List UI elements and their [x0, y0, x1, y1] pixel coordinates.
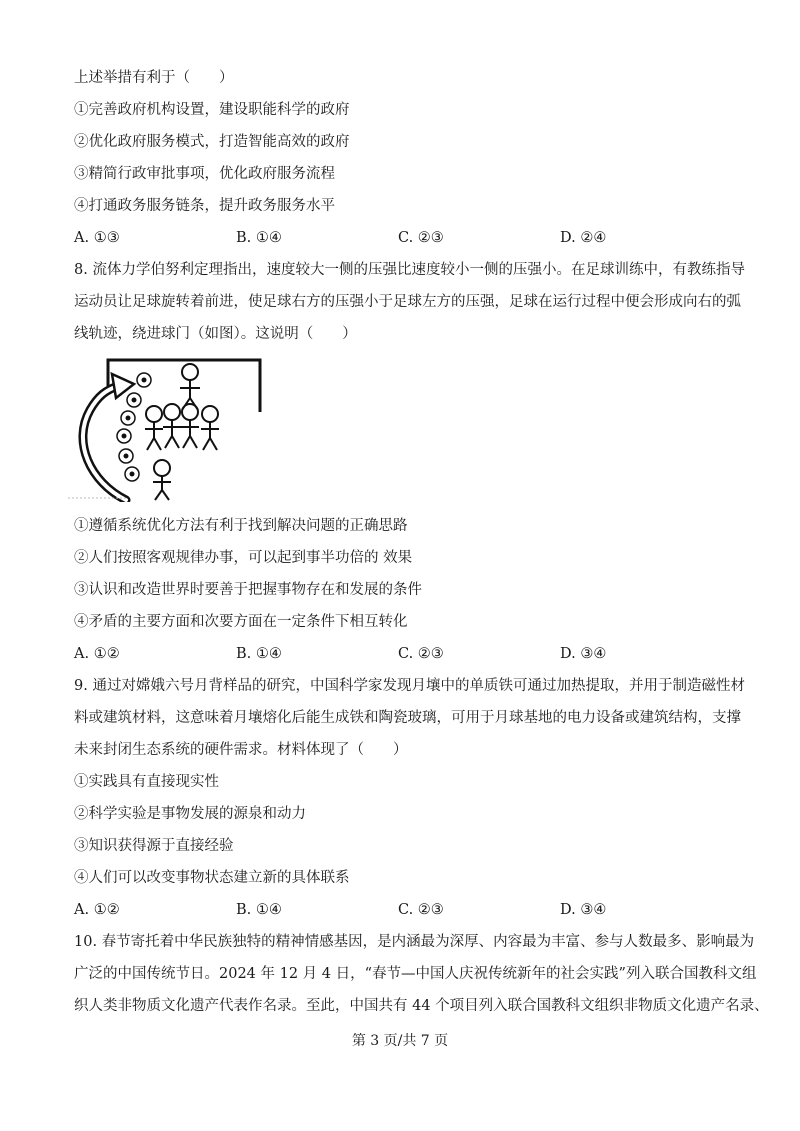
q9-option-c: C. ②③ [398, 902, 444, 918]
q9-option-a: A. ①② [74, 902, 120, 918]
q10-line-3: 织人类非物质文化遗产代表作名录。至此，中国共有 44 个项目列入联合国教科文组织非物质文化遗产名录、 [74, 998, 769, 1014]
q9-option-b: B. ①④ [236, 902, 282, 918]
q9-line-3: 未来封闭生态系统的硬件需求。材料体现了（ ） [74, 742, 408, 758]
q8-options [74, 644, 674, 664]
q9-line-2: 料或建筑材料，这意味着月壤熔化后能生成铁和陶瓷玻璃，可用于月球基地的电力设备或建筑结构，支撑 [74, 710, 741, 726]
q8-line-1: 8. 流体力学伯努利定理指出，速度较大一侧的压强比速度较小一侧的压强小。在足球训练中，有教练指导 [74, 262, 745, 278]
q10-line-2: 广泛的中国传统节日。2024 年 12 月 4 日，“春节—中国人庆祝传统新年的社会实践”列入联合国教科文组 [74, 966, 757, 982]
page-footer: 第 3 页/共 7 页 [351, 1033, 449, 1049]
q7-option-b: B. ①④ [236, 230, 282, 246]
q8-item-2: ②人们按照客观规律办事，可以起到事半功倍的 效果 [74, 550, 413, 566]
q8-item-4: ④矛盾的主要方面和次要方面在一定条件下相互转化 [74, 614, 408, 630]
q7-item-1: ①完善政府机构设置，建设职能科学的政府 [74, 102, 350, 118]
q8-line-2: 运动员让足球旋转着前进，使足球右方的压强小于足球左方的压强，足球在运行过程中便会形成向右的弧 [74, 294, 741, 310]
q10-line-1: 10. 春节寄托着中华民族独特的精神情感基因，是内涵最为深厚、内容最为丰富、参与人数最多、影响最为 [74, 934, 755, 950]
wall-figure-1 [145, 406, 163, 450]
q7-item-2: ②优化政府服务模式，打造智能高效的政府 [74, 134, 350, 150]
q9-options [74, 900, 674, 920]
q8-option-a: A. ①② [74, 646, 120, 662]
q8-item-1: ①遵循系统优化方法有利于找到解决问题的正确思路 [74, 518, 408, 534]
q7-options [74, 228, 674, 248]
q9-option-d: D. ③④ [560, 902, 607, 918]
wall-figure-4 [201, 406, 219, 450]
soccer-figure [68, 352, 268, 502]
q7-item-4: ④打通政务服务链条，提升政务服务水平 [74, 198, 335, 214]
kicker-figure [153, 460, 171, 500]
q8-option-d: D. ③④ [560, 646, 607, 662]
q9-item-2: ②科学实验是事物发展的源泉和动力 [74, 806, 306, 822]
q9-item-3: ③知识获得源于直接经验 [74, 838, 234, 854]
q9-item-4: ④人们可以改变事物状态建立新的具体联系 [74, 870, 350, 886]
q7-option-a: A. ①③ [74, 230, 120, 246]
q7-stem: 上述举措有利于（ ） [74, 70, 234, 86]
q7-item-3: ③精简行政审批事项，优化政府服务流程 [74, 166, 335, 182]
wall-figure-2 [163, 404, 181, 448]
q7-option-d: D. ②④ [560, 230, 607, 246]
q8-line-3: 线轨迹，绕进球门（如图）。这说明（ ） [74, 326, 357, 342]
q8-option-b: B. ①④ [236, 646, 282, 662]
q8-option-c: C. ②③ [398, 646, 444, 662]
q7-option-c: C. ②③ [398, 230, 444, 246]
q8-item-3: ③认识和改造世界时要善于把握事物存在和发展的条件 [74, 582, 422, 598]
q9-item-1: ①实践具有直接现实性 [74, 774, 219, 790]
wall-figure-3 [181, 404, 199, 448]
q9-line-1: 9. 通过对嫦娥六号月背样品的研究，中国科学家发现月壤中的单质铁可通过加热提取，并用于制造磁性材 [74, 678, 745, 694]
